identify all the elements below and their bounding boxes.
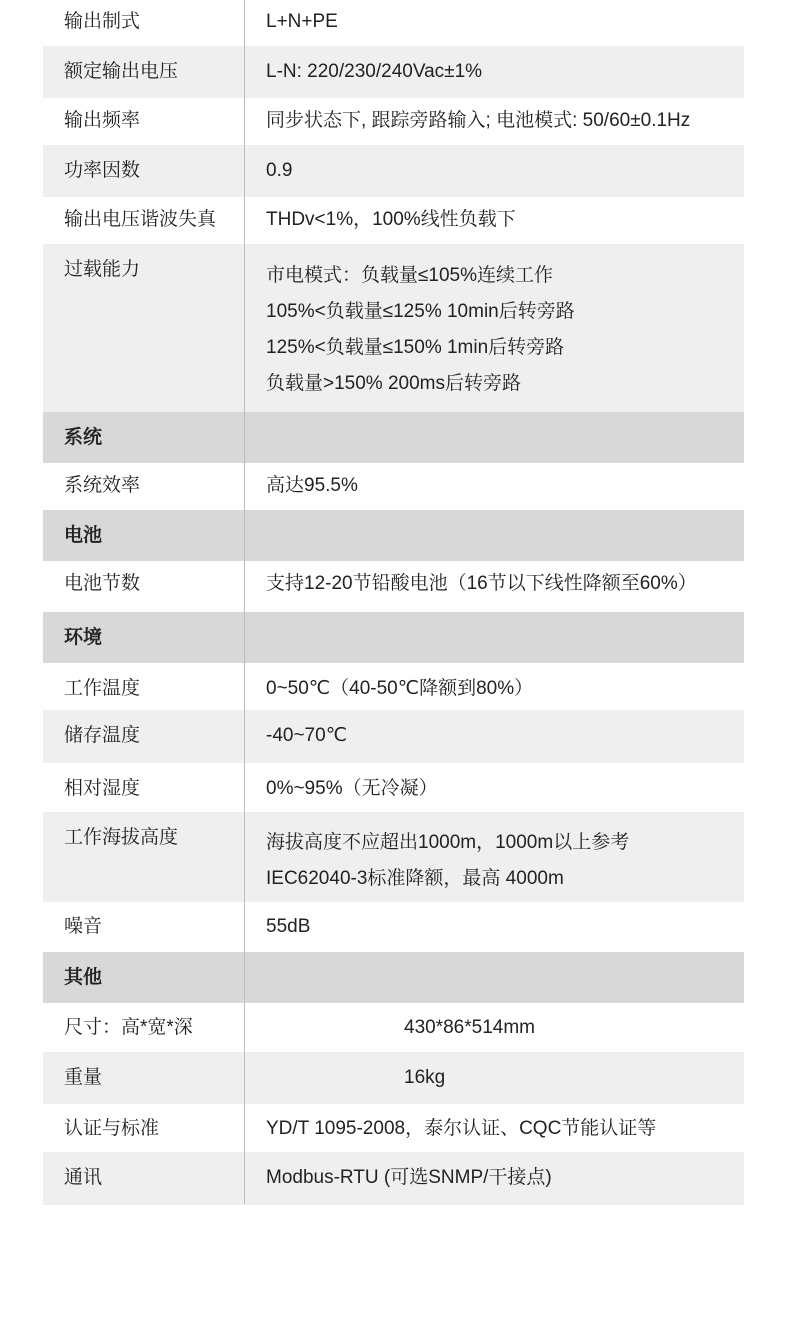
section-header-row: [43, 612, 744, 663]
spec-label: 相对湿度: [64, 778, 141, 799]
spec-label: 认证与标准: [64, 1118, 160, 1139]
spec-row: [43, 46, 744, 98]
spec-value: [244, 1003, 744, 1041]
section-header-row: [43, 412, 744, 463]
spec-value-line: 55dB: [266, 916, 311, 937]
section-header-row: [43, 952, 744, 1003]
spec-value: [244, 463, 744, 499]
spec-label: 噪音: [64, 916, 103, 937]
spec-label: 额定输出电压: [64, 61, 179, 82]
spec-value: [244, 902, 744, 940]
spec-row: [43, 1104, 744, 1152]
spec-value: [244, 1052, 744, 1091]
spec-value: [244, 98, 744, 134]
section-title: 系统: [64, 426, 103, 448]
spec-label: 通讯: [64, 1167, 103, 1188]
spec-value: [244, 244, 744, 402]
section-header-row: [43, 510, 744, 561]
spec-value-line: 0%~95%（无冷凝）: [266, 778, 438, 799]
spec-value: [244, 561, 744, 597]
spec-row: [43, 710, 744, 763]
spec-label: 输出制式: [64, 11, 141, 32]
spec-value-line: -40~70℃: [266, 725, 348, 746]
section-title: 环境: [64, 626, 103, 648]
spec-value-line: L-N: 220/230/240Vac±1%: [266, 61, 483, 82]
spec-label: 工作海拔高度: [64, 827, 179, 848]
spec-value: [244, 1152, 744, 1191]
spec-row: [43, 1152, 744, 1205]
spec-value: [244, 0, 744, 35]
spec-table: [43, 0, 744, 1205]
spec-label: 尺寸：高*宽*深: [64, 1017, 193, 1038]
spec-row: [43, 763, 744, 812]
spec-row: [43, 463, 744, 510]
spec-value: [244, 812, 744, 897]
spec-value: [244, 46, 744, 85]
spec-value: [244, 710, 744, 749]
spec-label: 输出频率: [64, 110, 141, 131]
spec-row: [43, 1003, 744, 1052]
spec-row: [43, 812, 744, 902]
spec-label: 系统效率: [64, 475, 141, 496]
spec-value-line: 同步状态下, 跟踪旁路输入; 电池模式: 50/60±0.1Hz: [266, 110, 691, 131]
spec-value-line: 市电模式：负载量≤105%连续工作: [266, 265, 554, 286]
spec-label: 过载能力: [64, 259, 141, 280]
spec-value-line: 430*86*514mm: [404, 1017, 535, 1038]
spec-label: 功率因数: [64, 160, 141, 181]
spec-row: [43, 902, 744, 952]
spec-row: [43, 561, 744, 612]
spec-value: [244, 763, 744, 802]
spec-value-line: 负载量>150% 200ms后转旁路: [266, 373, 521, 394]
spec-value-line: YD/T 1095-2008，泰尔认证、CQC节能认证等: [266, 1118, 657, 1139]
spec-row: [43, 197, 744, 244]
spec-row: [43, 244, 744, 412]
spec-row: [43, 0, 744, 46]
spec-label: 储存温度: [64, 725, 141, 746]
spec-value: [244, 145, 744, 184]
spec-value-line: 0.9: [266, 160, 293, 181]
spec-value-line: IEC62040-3标准降额，最高 4000m: [266, 868, 564, 889]
spec-label: 工作温度: [64, 678, 141, 699]
section-title: 其他: [64, 966, 103, 988]
spec-label: 重量: [64, 1067, 103, 1088]
spec-value-line: 海拔高度不应超出1000m，1000m以上参考: [266, 832, 630, 853]
spec-row: [43, 663, 744, 710]
section-title: 电池: [64, 524, 103, 546]
spec-row: [43, 145, 744, 197]
spec-value: [244, 1104, 744, 1142]
spec-value-line: 高达95.5%: [266, 475, 358, 496]
spec-value-line: 0~50℃（40-50℃降额到80%）: [266, 678, 534, 699]
spec-value-line: L+N+PE: [266, 11, 338, 32]
spec-value: [244, 663, 744, 702]
spec-value: [244, 197, 744, 233]
spec-label: 输出电压谐波失真: [64, 209, 217, 230]
spec-value-line: 支持12-20节铅酸电池（16节以下线性降额至60%）: [266, 573, 697, 594]
spec-value-line: THDv<1%，100%线性负载下: [266, 209, 516, 230]
spec-row: [43, 1052, 744, 1104]
spec-label: 电池节数: [64, 573, 141, 594]
spec-value-line: 125%<负载量≤150% 1min后转旁路: [266, 337, 565, 358]
column-divider: [244, 0, 245, 1204]
spec-value-line: 16kg: [404, 1067, 446, 1088]
spec-row: [43, 98, 744, 145]
spec-value-line: Modbus-RTU (可选SNMP/干接点): [266, 1167, 552, 1188]
spec-value-line: 105%<负载量≤125% 10min后转旁路: [266, 301, 575, 322]
